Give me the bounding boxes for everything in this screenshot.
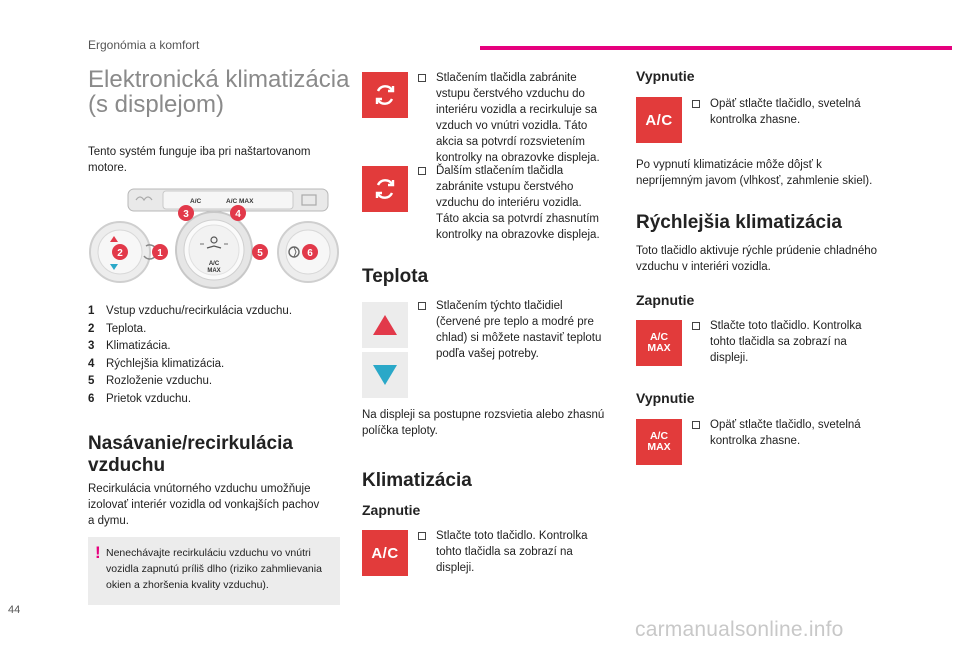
bullet-line: displeji. <box>710 352 749 364</box>
bullet-line: Stlačením týchto tlačidiel <box>436 300 563 312</box>
klima-off-line: Po vypnutí klimatizácie môže dôjsť k <box>636 159 822 171</box>
warning-line: Nenechávajte recirkuláciu vzduchu vo vnútri <box>106 547 311 559</box>
temp-up-arrow-icon <box>372 314 398 336</box>
bullet-line: kontrolka zhasne. <box>710 114 801 126</box>
legend-number: 4 <box>88 357 95 370</box>
bullet-line: Ďalším stlačením tlačidla <box>436 165 564 177</box>
panel-acmax-label: A/C MAX <box>226 198 254 205</box>
bullet-line: interiéru vozidla a recirkuluje sa <box>436 104 598 116</box>
bullet-line: podľa vašej potreby. <box>436 348 539 360</box>
header-accent-bar <box>480 46 952 50</box>
rychla-paragraph <box>636 243 916 275</box>
callout-2: 2 <box>117 248 123 259</box>
page-title <box>88 67 358 117</box>
panel-ac-label: A/C <box>190 198 202 205</box>
bullet-line: tohto tlačidla sa zobrazí na <box>436 546 573 558</box>
warning-line: vozidla zapnutú príliš dlho (riziko zahmlievania <box>106 563 322 575</box>
recirc-line: izolovať interiér vozidla od vonkajších pachov <box>88 499 320 511</box>
bullet-line: tohto tlačidla sa zobrazí na <box>710 336 847 348</box>
recirc-on-icon-box <box>362 72 408 118</box>
klima-on-heading: Zapnutie <box>362 502 421 518</box>
klima-on-bullet <box>418 528 618 576</box>
intro-line: Tento systém funguje iba pri naštartovanom <box>88 146 311 158</box>
legend-item <box>88 373 338 391</box>
legend-number: 2 <box>88 322 95 335</box>
intro-text <box>88 144 348 176</box>
klima-heading: Klimatizácia <box>362 470 472 491</box>
recirc-off-icon-box <box>362 166 408 212</box>
bullet-line: Táto akcia sa potvrdí zhasnutím <box>436 213 599 225</box>
bullet-line: kontrolky na obrazovke displeja. <box>436 229 600 241</box>
ac-max-icon <box>647 431 670 453</box>
legend-text: Klimatizácia. <box>106 340 171 352</box>
legend-text: Rýchlejšia klimatizácia. <box>106 357 225 370</box>
bullet-line: displeji. <box>436 562 475 574</box>
recirc-line: a dymu. <box>88 515 129 527</box>
rychla-line: Toto tlačidlo aktivuje rýchle prúdenie chladného <box>636 245 878 257</box>
rychla-on-heading: Zapnutie <box>636 292 695 308</box>
page-title-line: (s displejom) <box>88 91 225 118</box>
recirc-on-bullet <box>418 70 618 166</box>
bullet-square-icon <box>692 100 700 108</box>
teplota-line: Na displeji sa postupne rozsvietia alebo zhasnú <box>362 409 605 421</box>
bullet-line: kontrolky na obrazovke displeja. <box>436 152 600 164</box>
legend-item <box>88 356 338 374</box>
bullet-square-icon <box>418 302 426 310</box>
legend-item <box>88 391 338 409</box>
callout-3: 3 <box>183 209 189 220</box>
rychla-off-bullet <box>692 417 892 449</box>
page-number: 44 <box>8 604 21 616</box>
ac-icon: A/C <box>371 544 399 562</box>
rychla-on-bullet <box>692 318 892 366</box>
legend-list <box>88 303 338 408</box>
bullet-line: Opäť stlačte tlačidlo, svetelná <box>710 98 861 110</box>
bullet-line: vstupu čerstvého vzduchu do <box>436 88 585 100</box>
bullet-line: Stlačením tlačidla zabránite <box>436 72 577 84</box>
ac-max-icon-line: A/C <box>649 430 669 442</box>
callout-6: 6 <box>307 248 313 259</box>
bullet-square-icon <box>418 532 426 540</box>
ac-on-icon-box <box>362 530 408 576</box>
knob-ac-label: A/C <box>208 261 220 267</box>
ac-max-icon-line: MAX <box>647 441 671 453</box>
rychla-off-heading: Vypnutie <box>636 390 695 406</box>
recirc-paragraph <box>88 481 348 529</box>
ac-max-icon <box>647 332 670 354</box>
callout-5: 5 <box>257 248 263 259</box>
watermark: carmanualsonline.info <box>635 618 844 641</box>
teplota-line: políčka teploty. <box>362 425 438 437</box>
bullet-square-icon <box>692 322 700 330</box>
callout-4: 4 <box>235 209 241 220</box>
recirc-off-bullet <box>418 163 618 243</box>
acmax-off-icon-box <box>636 419 682 465</box>
page-title-line: Elektronická klimatizácia <box>88 66 350 93</box>
legend-text: Vstup vzduchu/recirkulácia vzduchu. <box>106 305 293 317</box>
temp-down-icon-box <box>362 352 408 398</box>
klima-off-line: nepríjemným javom (vlhkosť, zahmlenie skiel). <box>636 175 873 187</box>
acmax-on-icon-box <box>636 320 682 366</box>
bullet-line: Stlačte toto tlačidlo. Kontrolka <box>710 320 862 332</box>
legend-number: 1 <box>88 305 95 317</box>
rychla-line: vzduchu v interiéri vozidla. <box>636 261 771 273</box>
recirc-heading-line: vzduchu <box>88 455 166 476</box>
teplota-bullet <box>418 298 618 362</box>
intro-line: motore. <box>88 162 127 174</box>
warning-icon: ! <box>95 543 101 562</box>
knob-max-label: MAX <box>207 268 221 274</box>
bullet-line: chlad) si môžete nastaviť teplotu <box>436 332 602 344</box>
bullet-line: kontrolka zhasne. <box>710 435 801 447</box>
legend-item <box>88 303 338 321</box>
legend-item <box>88 321 338 339</box>
bullet-square-icon <box>418 74 426 82</box>
bullet-line: vzduchu do interiéru vozidla. <box>436 197 582 209</box>
ac-max-icon-line: A/C <box>649 331 669 343</box>
legend-number: 3 <box>88 340 95 352</box>
ac-icon: A/C <box>645 111 673 129</box>
ac-max-icon-line: MAX <box>647 342 671 354</box>
rychla-heading: Rýchlejšia klimatizácia <box>636 212 842 233</box>
klima-off-paragraph <box>636 157 916 189</box>
bullet-line: zabránite vstupu čerstvého <box>436 181 574 193</box>
teplota-heading: Teplota <box>362 266 429 287</box>
section-header: Ergonómia a komfort <box>88 38 200 52</box>
climate-panel-illustration <box>88 186 340 294</box>
bullet-line: (červené pre teplo a modré pre <box>436 316 594 328</box>
recirculation-icon <box>371 81 399 109</box>
bullet-square-icon <box>418 167 426 175</box>
warning-box <box>88 537 340 605</box>
legend-text: Rozloženie vzduchu. <box>106 375 213 387</box>
legend-number: 5 <box>88 375 95 387</box>
bullet-line: Opäť stlačte tlačidlo, svetelná <box>710 419 861 431</box>
recirc-heading <box>88 433 348 477</box>
temp-down-arrow-icon <box>372 364 398 386</box>
klima-off-bullet <box>692 96 892 128</box>
recirc-heading-line: Nasávanie/recirkulácia <box>88 433 293 454</box>
teplota-paragraph <box>362 407 632 439</box>
bullet-line: Stlačte toto tlačidlo. Kontrolka <box>436 530 588 542</box>
temp-up-icon-box <box>362 302 408 348</box>
bullet-square-icon <box>692 421 700 429</box>
warning-line: okien a zhoršenia kvality vzduchu). <box>106 579 269 591</box>
ac-off-icon-box <box>636 97 682 143</box>
legend-text: Teplota. <box>106 322 147 335</box>
recirculation-icon <box>371 175 399 203</box>
bullet-line: akcia sa potvrdí rozsvietením <box>436 136 585 148</box>
legend-number: 6 <box>88 392 95 405</box>
klima-off-heading: Vypnutie <box>636 68 695 84</box>
callout-1: 1 <box>157 248 163 259</box>
legend-text: Prietok vzduchu. <box>106 392 192 405</box>
legend-item <box>88 338 338 356</box>
bullet-line: vzduch vo vnútri vozidla. Táto <box>436 120 588 132</box>
recirc-line: Recirkulácia vnútorného vzduchu umožňuje <box>88 483 311 495</box>
